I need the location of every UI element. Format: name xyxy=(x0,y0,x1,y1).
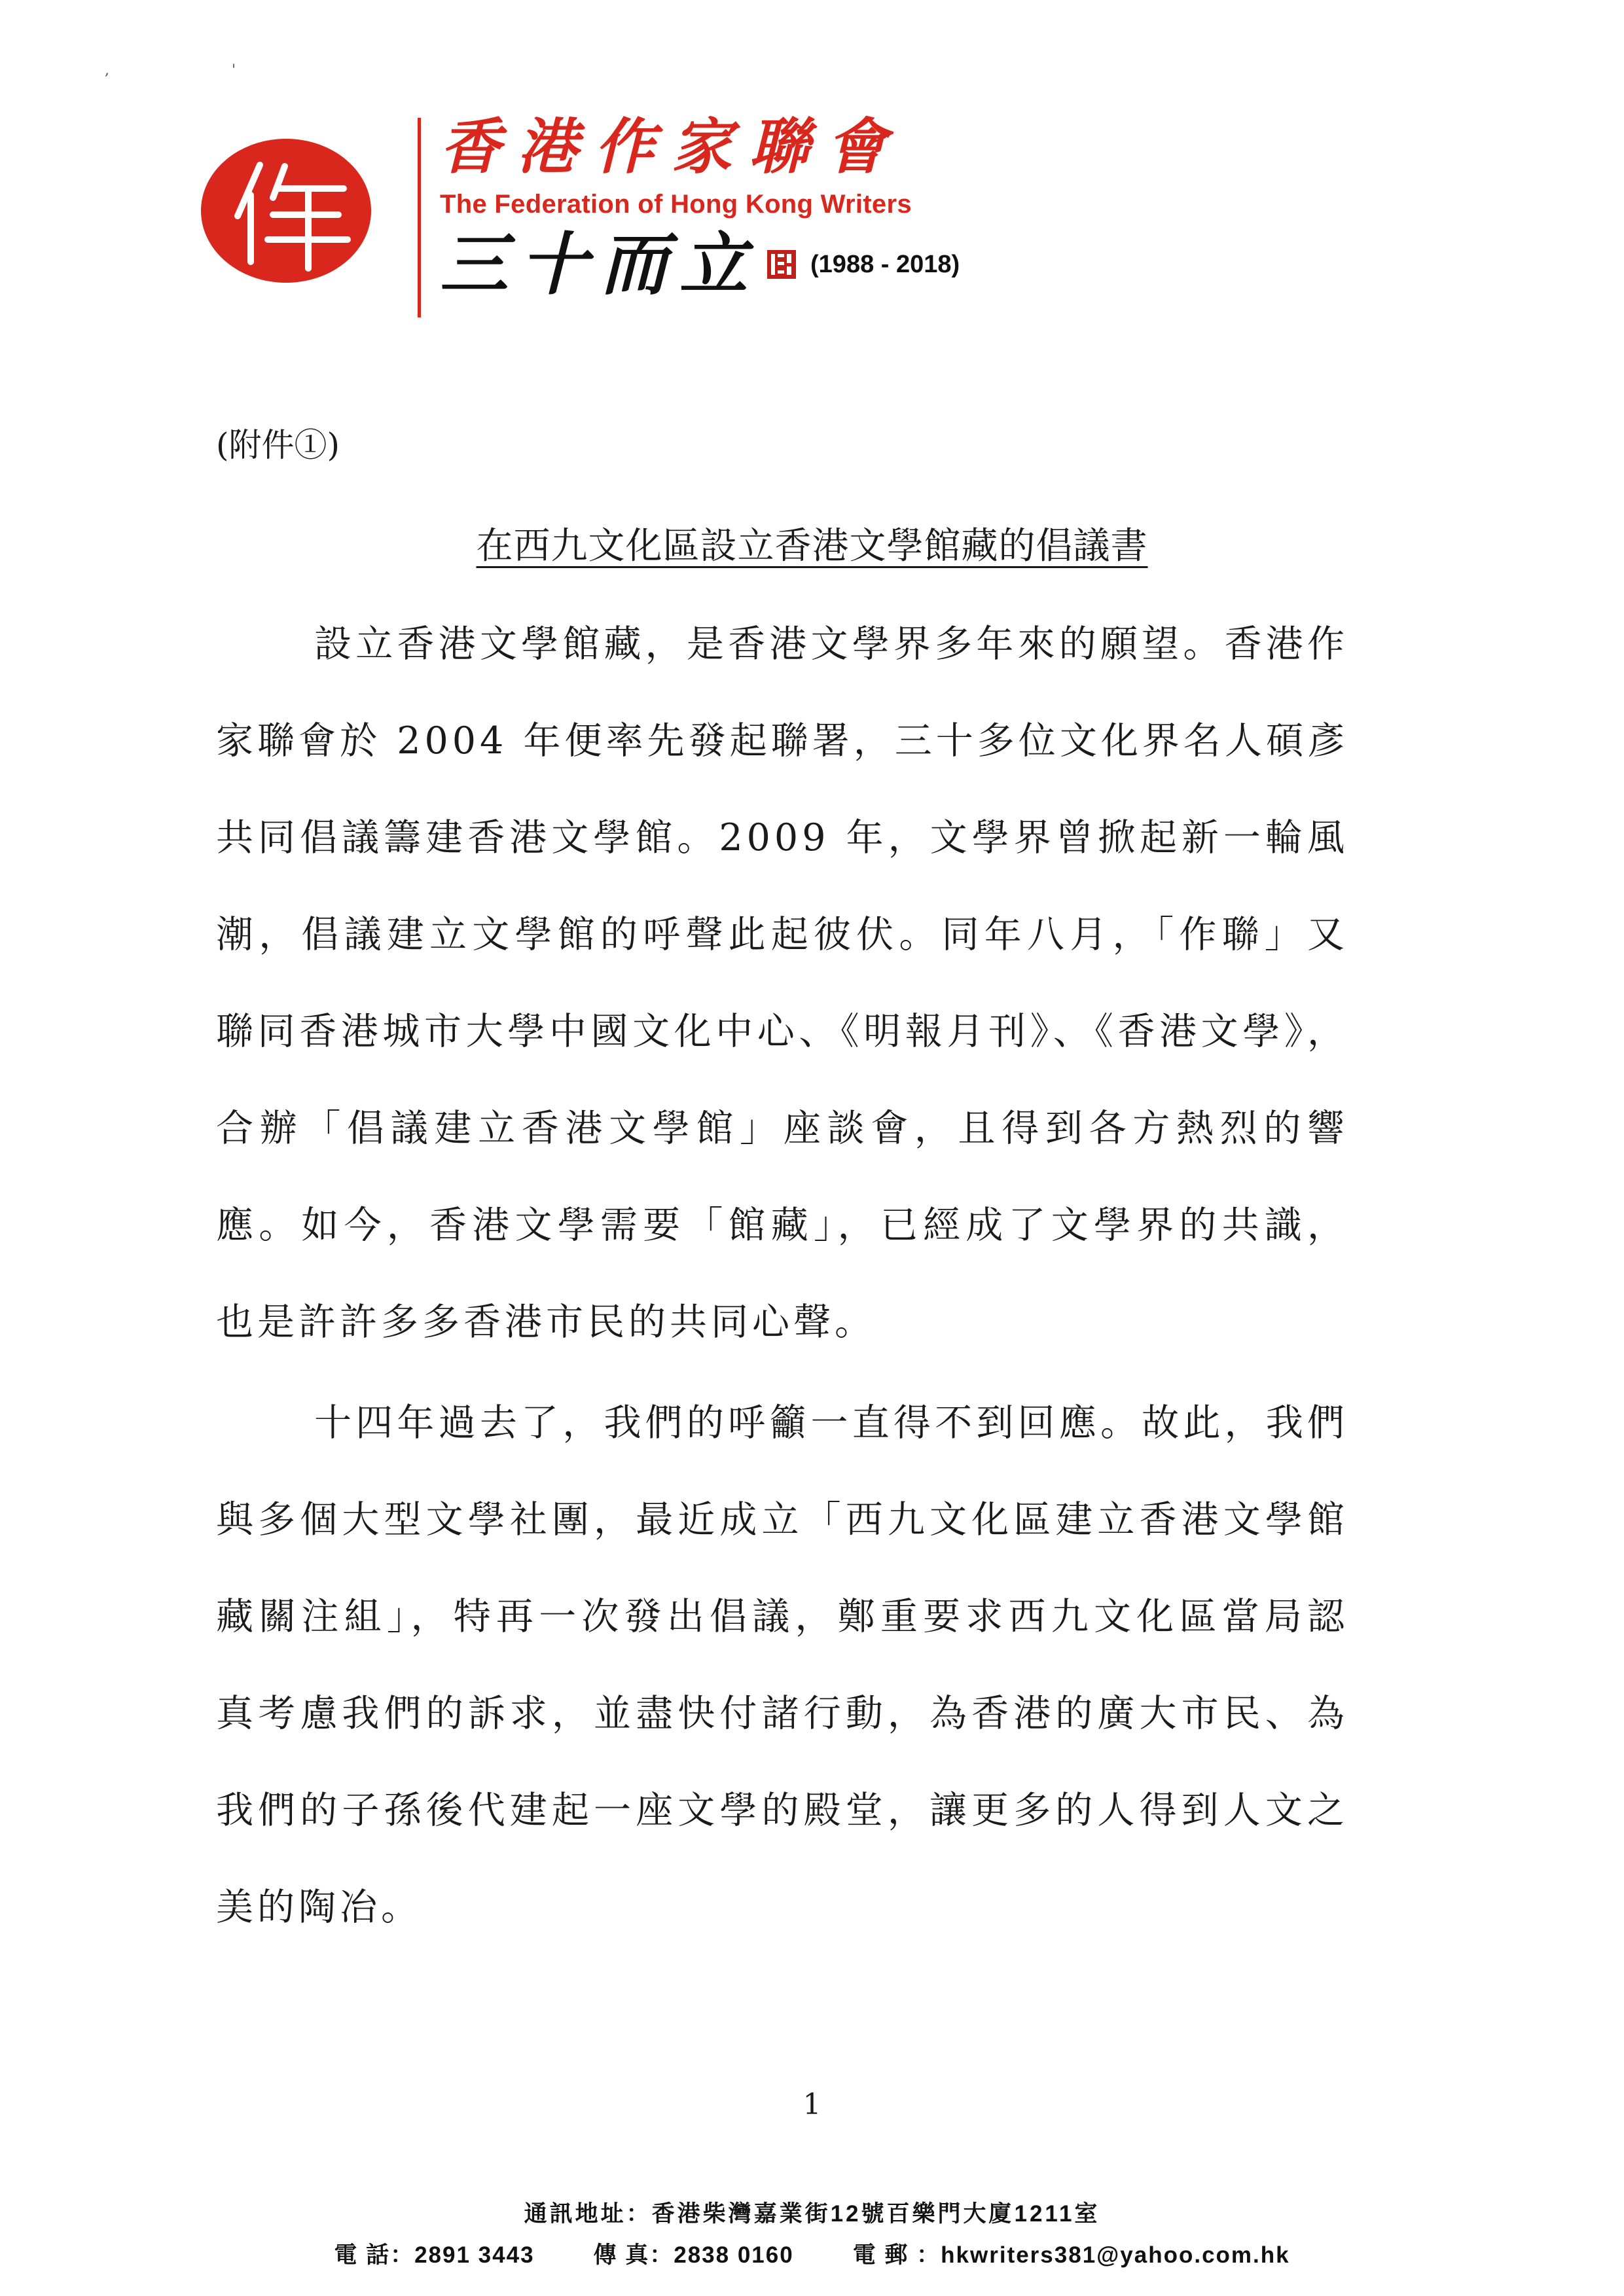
document-title: 在西九文化區設立香港文學館藏的倡議書 xyxy=(476,525,1148,567)
anniversary-years: (1988 - 2018) xyxy=(810,250,960,278)
footer-contacts xyxy=(0,2237,1624,2270)
seal-stamp-icon xyxy=(766,249,797,280)
footer-phone: 電 話：2891 3443 xyxy=(334,2242,535,2268)
letterhead-divider xyxy=(418,118,421,317)
org-name-chinese: 香港作家聯會 xyxy=(440,111,904,182)
attachment-label: (附件①) xyxy=(216,426,340,464)
footer-email: 電 郵 ：hkwriters381@yahoo.com.hk xyxy=(852,2242,1290,2268)
footer-fax: 傳 真：2838 0160 xyxy=(593,2242,794,2268)
body-paragraph: 十四年過去了，我們的呼籲一直得不到回應。故此，我們與多個大型文學社團，最近成立「西九文化區建立香港文學館藏關注組」，特再一次發出倡議，鄭重要求西九文化區當局認真考慮我們的訴求，並盡快付諸行動，為香港的廣大市民、為我們的子孫後代建起一座文學的殿堂，讓更多的人得到人文之美的陶冶。 xyxy=(216,1401,1348,1929)
scan-marks: , ' xyxy=(105,62,295,79)
motto-row xyxy=(440,224,960,304)
federation-logo-icon xyxy=(200,137,373,285)
footer-address: 通訊地址：香港柴灣嘉業街12號百樂門大廈1211室 xyxy=(524,2201,1100,2227)
page-number: 1 xyxy=(803,2088,821,2121)
anniversary-motto: 三十而立 xyxy=(440,224,760,304)
body-paragraph: 設立香港文學館藏，是香港文學界多年來的願望。香港作家聯會於 2004 年便率先發起聯署，三十多位文化界名人碩彥共同倡議籌建香港文學館。2009 年，文學界曾掀起新一輪風潮，倡議建立文學館的呼聲此起彼伏。同年八月，「作聯」又聯同香港城市大學中國文化中心、《明報月刊》、《香港文學》，合辦「倡議建立香港文學館」座談會，且得到各方熱烈的響應。如今，香港文學需要「館藏」，已經成了文學界的共識，也是許許多多香港市民的共同心聲。 xyxy=(216,622,1348,1344)
org-name-english: The Federation of Hong Kong Writers xyxy=(440,190,912,219)
